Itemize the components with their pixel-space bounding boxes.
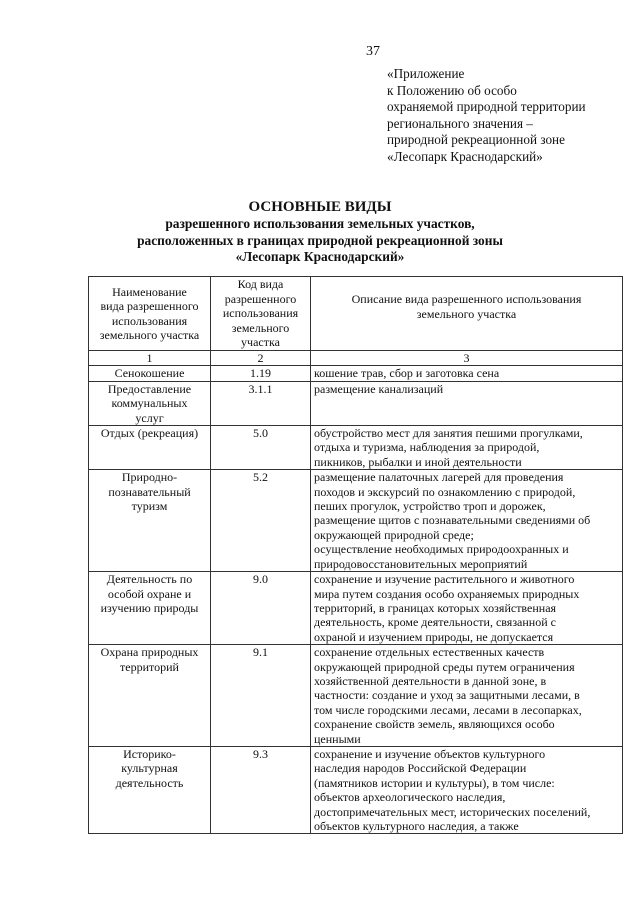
column-number: 1 <box>89 351 211 366</box>
use-code-cell: 1.19 <box>211 366 311 381</box>
table-row <box>89 381 623 425</box>
use-name-line: Историко- <box>123 746 176 761</box>
title-sub-line: «Лесопарк Краснодарский» <box>235 249 405 264</box>
header-code-line: Код вида <box>237 277 284 292</box>
use-description-line: походов и экскурсий по ознакомлению с природой, <box>314 484 576 499</box>
page-number: 37 <box>366 44 380 59</box>
use-code-cell: 9.3 <box>211 746 311 833</box>
title-sub-line: расположенных в границах природной рекреационной зоны <box>137 232 503 248</box>
header-code <box>211 277 311 351</box>
permitted-uses-table <box>88 276 623 834</box>
use-description-cell <box>311 470 623 572</box>
title-sub-line: разрешенного использования земельных участков, <box>165 216 475 231</box>
table-row <box>89 426 623 470</box>
use-description-line: окружающей природной среды путем ограничения <box>314 659 575 674</box>
use-code-cell: 9.1 <box>211 645 311 747</box>
column-number: 2 <box>211 351 311 366</box>
use-description-line: объектов культурного наследия, а также <box>314 819 519 833</box>
use-name-line: территорий <box>120 659 179 674</box>
use-description-cell <box>311 572 623 645</box>
table-body <box>89 366 623 834</box>
use-name-line: Охрана природных <box>100 645 199 660</box>
use-description-line: объектов археологического наследия, <box>314 790 506 805</box>
use-description-line: размещение канализаций <box>314 381 444 396</box>
use-name-line: Деятельность по <box>106 572 193 587</box>
use-code-cell: 5.0 <box>211 426 311 470</box>
appendix-line: «Приложение <box>387 66 465 81</box>
header-description-line: земельного участка <box>416 306 517 321</box>
use-description-cell <box>311 645 623 747</box>
use-description-line: природовосстановительных мероприятий <box>314 556 528 571</box>
header-code-line: участка <box>241 335 280 350</box>
appendix-note <box>387 66 627 165</box>
use-description-line: (памятников истории и культуры), в том числе: <box>314 775 555 790</box>
use-description-line: обустройство мест для занятия пешими прогулками, <box>314 426 583 441</box>
use-name-cell <box>89 381 211 425</box>
use-description-cell <box>311 366 623 381</box>
column-number-row <box>89 351 623 366</box>
use-name-line: деятельность <box>115 775 184 790</box>
use-name-line: особой охране и <box>107 586 192 601</box>
use-name-line: коммунальных <box>111 396 188 411</box>
use-description-line: сохранение и изучение объектов культурного <box>314 746 546 761</box>
use-code-cell: 5.2 <box>211 470 311 572</box>
use-name-cell <box>89 470 211 572</box>
use-name-line: Природно- <box>121 470 178 485</box>
use-description-line: том числе городскими лесами, лесами в лесопарках, <box>314 702 582 717</box>
use-description-line: размещение щитов с познавательными сведениями об <box>314 513 591 528</box>
use-name-line: Предоставление <box>107 381 192 396</box>
use-code-cell: 9.0 <box>211 572 311 645</box>
use-name-line: изучению природы <box>100 600 199 615</box>
table-header-row <box>89 277 623 351</box>
use-description-line: размещение палаточных лагерей для проведения <box>314 470 564 485</box>
appendix-line: «Лесопарк Краснодарский» <box>387 148 543 164</box>
title-main: ОСНОВНЫЕ ВИДЫ <box>248 199 392 215</box>
header-description-line: Описание вида разрешенного использования <box>351 292 582 307</box>
header-code-line: разрешенного <box>224 291 297 306</box>
use-description-line: сохранение и изучение растительного и животного <box>314 572 575 587</box>
appendix-line: природной рекреационной зоне <box>387 132 565 147</box>
use-description-line: осуществление необходимых природоохранных и <box>314 542 569 557</box>
use-description-line: территорий, в границах которых хозяйственная <box>314 600 557 615</box>
table-row <box>89 366 623 381</box>
use-description-line: сохранение свойств земель, являющихся особо <box>314 717 555 732</box>
column-number: 3 <box>311 351 623 366</box>
use-name-cell <box>89 645 211 747</box>
use-description-line: частности: создание и уход за защитными лесами, в <box>314 688 580 703</box>
use-name-line: культурная <box>121 761 178 776</box>
table-row <box>89 746 623 833</box>
header-name-line: Наименование <box>112 284 187 299</box>
use-code-cell: 3.1.1 <box>211 381 311 425</box>
use-name-cell <box>89 366 211 381</box>
use-description-line: кошение трав, сбор и заготовка сена <box>314 366 500 381</box>
document-title <box>60 198 580 266</box>
use-description-line: пикников, рыбалки и иной деятельности <box>314 454 522 469</box>
header-name-line: земельного участка <box>99 327 200 342</box>
use-name-cell <box>89 426 211 470</box>
use-description-line: мира путем создания особо охраняемых природных <box>314 586 580 601</box>
use-description-cell <box>311 426 623 470</box>
table-row <box>89 470 623 572</box>
use-description-line: наследия народов Российской Федерации <box>314 761 527 776</box>
use-description-line: отдыха и туризма, наблюдения за природой, <box>314 440 540 455</box>
table-row <box>89 645 623 747</box>
header-name <box>89 277 211 351</box>
use-name-cell <box>89 572 211 645</box>
use-description-line: достопримечательных мест, исторических поселений, <box>314 804 591 819</box>
use-description-line: окружающей природной среде; <box>314 527 474 542</box>
appendix-line: охраняемой природной территории <box>387 99 586 114</box>
header-description <box>311 277 623 351</box>
use-description-line: деятельность, кроме деятельности, связанной с <box>314 615 556 630</box>
use-description-cell <box>311 746 623 833</box>
use-description-line: охраной и изучением природы, не допускается <box>314 629 554 644</box>
use-name-line: Отдых (рекреация) <box>100 426 199 441</box>
use-name-cell <box>89 746 211 833</box>
appendix-line: к Положению об особо <box>387 82 517 98</box>
header-code-line: использования <box>222 306 299 321</box>
header-name-line: использования <box>111 313 188 328</box>
use-description-line: хозяйственной деятельности в данной зоне, в <box>314 673 547 688</box>
use-name-line: услуг <box>135 410 164 425</box>
use-name-line: туризм <box>131 499 168 514</box>
use-description-line: пеших прогулок, устройство троп и дорожек, <box>314 499 546 514</box>
use-description-line: сохранение отдельных естественных качеств <box>314 645 545 660</box>
use-description-cell <box>311 381 623 425</box>
table-row <box>89 572 623 645</box>
appendix-line: регионального значения – <box>387 115 533 131</box>
header-name-line: вида разрешенного <box>100 299 199 314</box>
header-code-line: земельного <box>231 320 290 335</box>
use-name-line: познавательный <box>108 484 191 499</box>
use-description-line: ценными <box>314 731 361 746</box>
use-name-line: Сенокошение <box>114 366 185 381</box>
